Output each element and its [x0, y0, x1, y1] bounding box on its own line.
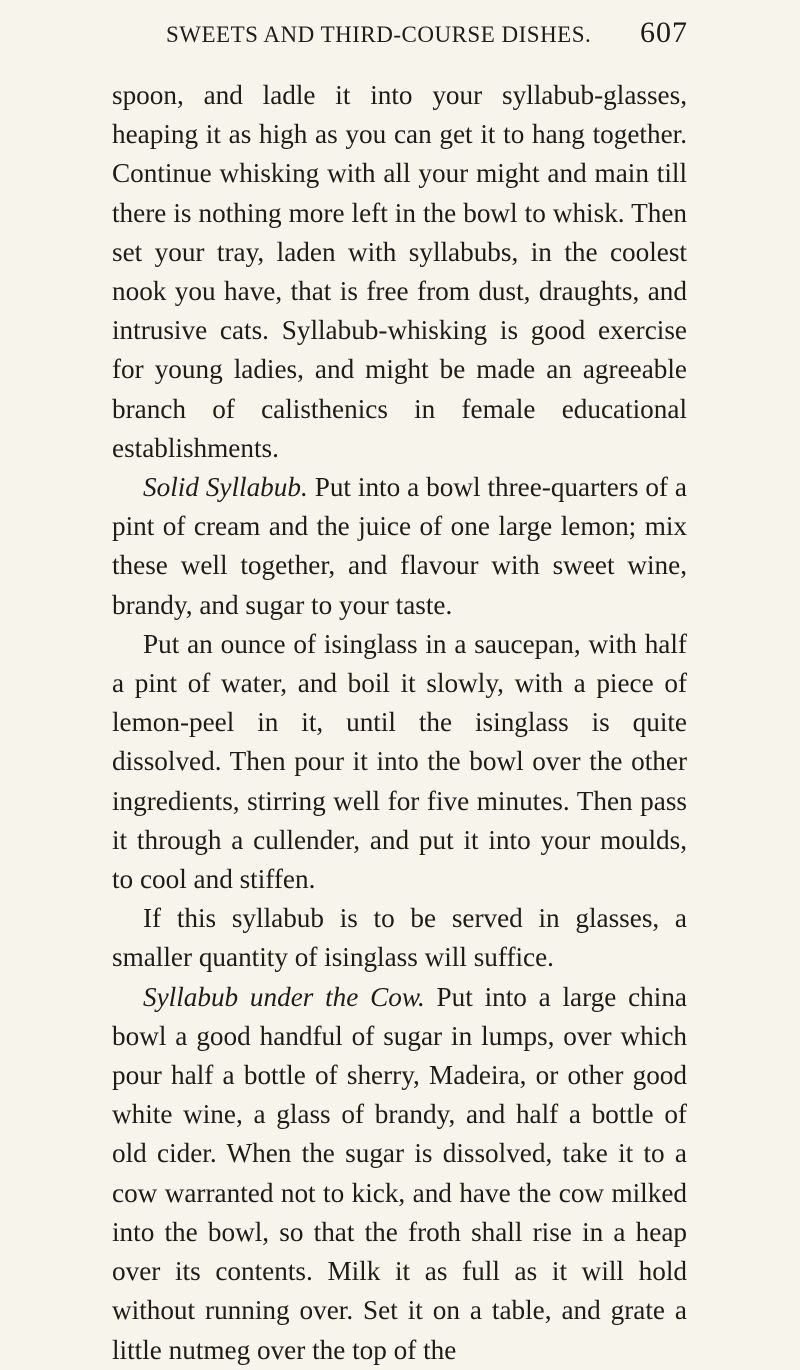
page-number: 607	[640, 16, 688, 49]
recipe-text-syllabub-under-cow: Put into a large china bowl a good handful of sugar in lumps, over which pour half a bottle of sherry, Madeira, or other good white wine, a glass of brandy, and half a bottle of old cider. When the sugar is dissolved, take it to a cow warranted not to kick, and have the cow milked into the bowl, so that the froth shall rise in a heap over its contents. Milk it as full as it will hold without running over. Set it on a table, and grate a little nutmeg over the top of the	[112, 981, 687, 1365]
running-header	[0, 14, 800, 50]
paragraph-isinglass: Put an ounce of isinglass in a saucepan, with half a pint of water, and boil it slowly, with a piece of lemon-peel in it, until the isinglass is quite dissolved. Then pour it into the bowl over the other ingredients, stirring well for five minutes. Then pass it through a cullender, and put it into your moulds, to cool and stiffen.	[112, 628, 687, 895]
recipe-title-syllabub-under-cow: Syllabub under the Cow.	[143, 981, 425, 1012]
running-title: SWEETS AND THIRD-COURSE DISHES.	[166, 22, 592, 47]
recipe-title-solid-syllabub: Solid Syllabub.	[143, 472, 308, 503]
paragraph-continuation: spoon, and ladle it into your syllabub-glasses, heaping it as high as you can get it to hang together. Continue whisking with all your might and main till there is nothing more left in the bowl to whisk. Then set your tray, laden with syllabubs, in the coolest nook you have, that is free from dust, draughts, and intrusive cats. Syllabub-whisking is good exercise for young ladies, and might be made an agreeable branch of calisthenics in female educational establishments.	[112, 80, 687, 463]
paragraph-solid-syllabub	[112, 468, 687, 625]
page-text	[112, 76, 687, 1370]
paragraph-glasses-note: If this syllabub is to be served in glasses, a smaller quantity of isinglass will suffice.	[112, 903, 687, 973]
recipe-text-solid-syllabub: Put into a bowl three-quarters of a pint of cream and the juice of one large lemon; mix these well together, and flavour with sweet wine, brandy, and sugar to your taste.	[112, 472, 687, 620]
paragraph-syllabub-under-cow	[112, 978, 687, 1370]
